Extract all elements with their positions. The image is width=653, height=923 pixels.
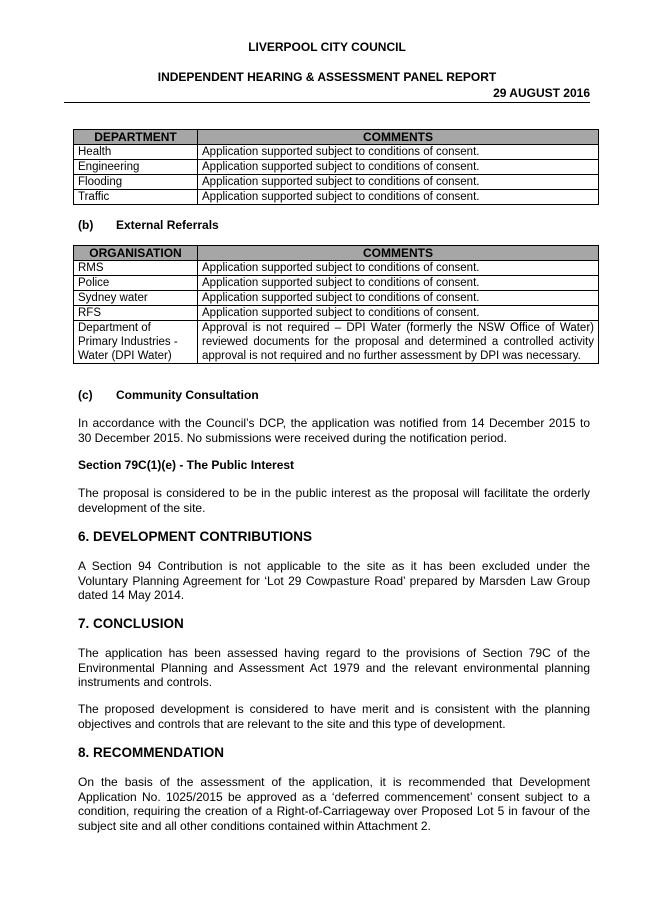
comment-cell: Application supported subject to conditions of consent. (198, 291, 599, 306)
table-row (74, 291, 599, 306)
table-row (74, 175, 599, 190)
comment-cell: Application supported subject to conditions of consent. (198, 190, 599, 205)
comment-cell: Application supported subject to conditions of consent. (198, 160, 599, 175)
public-interest-text: The proposal is considered to be in the public interest as the proposal will facilitate the orderly development of the site. (78, 486, 590, 515)
comment-cell: Approval is not required – DPI Water (formerly the NSW Office of Water) reviewed documents for the proposal and determined a controlled activity approval is not required and no further assessment by DPI was necessary. (198, 321, 599, 364)
table-row (74, 276, 599, 291)
comment-cell: Application supported subject to conditions of consent. (198, 145, 599, 160)
table-row (74, 321, 599, 364)
conclusion-heading: 7. CONCLUSION (78, 616, 184, 631)
comment-cell: Application supported subject to conditions of consent. (198, 175, 599, 190)
recommendation-text: On the basis of the assessment of the application, it is recommended that Development Application No. 1025/2015 be approved as a ‘deferred commencement’ consent subject to a condition, requiring the creation of a Right-of-Carriageway over Proposed Lot 5 in favour of the subject site and all other conditions contained within Attachment 2. (78, 775, 590, 833)
section-label: (b) (78, 218, 94, 232)
column-header-department: DEPARTMENT (74, 130, 198, 145)
comment-cell: Application supported subject to conditions of consent. (198, 306, 599, 321)
column-header-comments: COMMENTS (198, 130, 599, 145)
recommendation-heading: 8. RECOMMENDATION (78, 745, 225, 760)
table-row (74, 306, 599, 321)
organisation-cell: Sydney water (74, 291, 198, 306)
comment-cell: Application supported subject to conditions of consent. (198, 276, 599, 291)
table-header-row (74, 130, 599, 145)
report-title: INDEPENDENT HEARING & ASSESSMENT PANEL REPORT (157, 70, 497, 84)
table-header-row (74, 246, 599, 261)
community-consultation-text: In accordance with the Council’s DCP, the application was notified from 14 December 2015 to 30 December 2015. No submissions were received during the notification period. (78, 416, 590, 445)
conclusion-text-2: The proposed development is considered to have merit and is consistent with the planning objectives and controls that are relevant to the site and this type of development. (78, 702, 590, 731)
table-row (74, 145, 599, 160)
report-date: 29 AUGUST 2016 (493, 86, 590, 100)
external-referrals-table (73, 245, 599, 364)
public-interest-heading: Section 79C(1)(e) - The Public Interest (78, 458, 295, 472)
header-rule (64, 102, 590, 103)
contributions-heading: 6. DEVELOPMENT CONTRIBUTIONS (78, 529, 313, 544)
organisation-cell: RMS (74, 261, 198, 276)
column-header-organisation: ORGANISATION (74, 246, 198, 261)
column-header-comments: COMMENTS (198, 246, 599, 261)
community-consultation-heading (78, 388, 259, 402)
table-row (74, 160, 599, 175)
organisation-cell: RFS (74, 306, 198, 321)
internal-referrals-table (73, 129, 599, 205)
department-cell: Health (74, 145, 198, 160)
section-label: (c) (78, 388, 93, 402)
table-row (74, 190, 599, 205)
department-cell: Engineering (74, 160, 198, 175)
contributions-text: A Section 94 Contribution is not applicable to the site as it has been excluded under the Voluntary Planning Agreement for ‘Lot 29 Cowpasture Road’ prepared by Marsden Law Group dated 14 May 2014. (78, 559, 590, 602)
organisation-cell: Department of Primary Industries - Water (DPI Water) (74, 321, 198, 364)
organisation-cell: Police (74, 276, 198, 291)
conclusion-text-1: The application has been assessed having regard to the provisions of Section 79C of the Environmental Planning and Assessment Act 1979 and the relevant environmental planning instruments and controls. (78, 646, 590, 689)
table-row (74, 261, 599, 276)
external-referrals-heading (78, 218, 219, 232)
section-title: Community Consultation (116, 388, 259, 402)
department-cell: Flooding (74, 175, 198, 190)
department-cell: Traffic (74, 190, 198, 205)
comment-cell: Application supported subject to conditions of consent. (198, 261, 599, 276)
council-name: LIVERPOOL CITY COUNCIL (248, 40, 406, 54)
section-title: External Referrals (116, 218, 219, 232)
